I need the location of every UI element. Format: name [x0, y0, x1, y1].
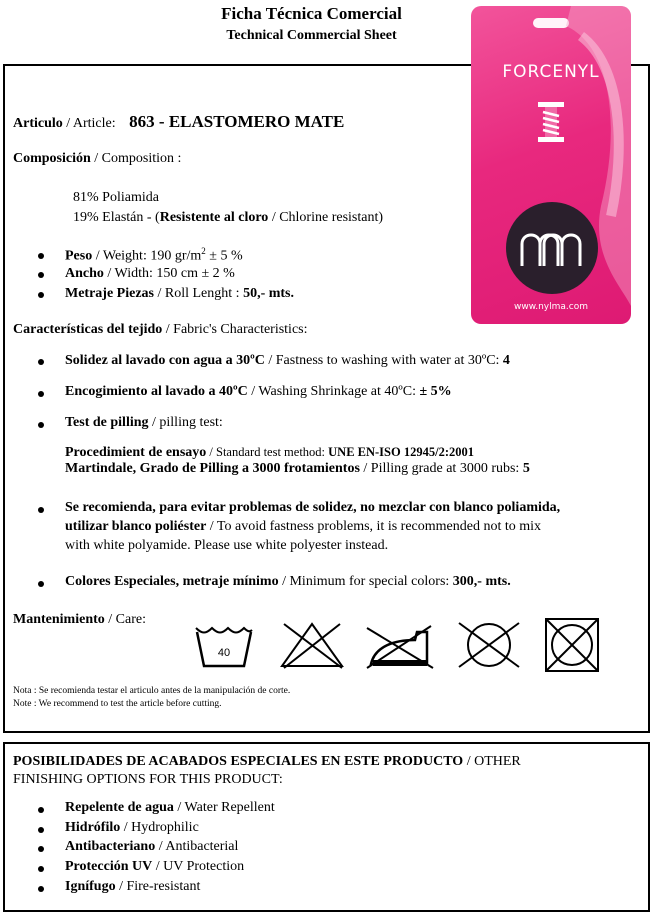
article-row: [13, 112, 344, 132]
bullet: [38, 422, 44, 428]
finishing-item: Antibacteriano / Antibacterial: [65, 839, 239, 854]
bullet: [38, 391, 44, 397]
pilling-grade: Martindale, Grado de Pilling a 3000 frotamientos / Pilling grade at 3000 rubs: 5: [65, 461, 530, 476]
finishing-title-line2: FINISHING OPTIONS FOR THIS PRODUCT:: [13, 772, 283, 787]
char-shrinkage: Encogimiento al lavado a 40ºC / Washing Shrinkage at 40ºC: ± 5%: [65, 384, 452, 399]
bullet: [38, 827, 44, 833]
brand-hang-tag: [471, 6, 631, 324]
article-label-en: / Article:: [66, 116, 116, 131]
characteristics-heading: Características del tejido / Fabric's Characteristics:: [13, 322, 308, 337]
bullet: [38, 807, 44, 813]
title-en: Technical Commercial Sheet: [226, 28, 397, 43]
finishing-item: Ignífugo / Fire-resistant: [65, 879, 201, 894]
article-value: 863 - ELASTOMERO MATE: [129, 112, 345, 131]
note-es: Nota : Se recomienda testar el articulo antes de la manipulación de corte.: [13, 686, 291, 696]
composition-elastane: 19% Elastán - (Resistente al cloro / Chlorine resistant): [73, 210, 384, 225]
recommendation-line3: with white polyamide. Please use white polyester instead.: [65, 538, 389, 553]
bullet: [38, 272, 44, 278]
bullet: [38, 507, 44, 513]
spool-icon: [535, 100, 567, 144]
spec-weight: Peso / Weight: 190 $gr/m^2 \pm 5$ %: [65, 246, 243, 264]
no-dry-clean-icon: [456, 620, 522, 670]
bullet: [38, 292, 44, 298]
char-wash-fastness: Solidez al lavado con agua a 30ºC / Fastness to washing with water at 30ºC: 4: [65, 353, 510, 368]
finishing-title: POSIBILIDADES DE ACABADOS ESPECIALES EN ESTE PRODUCTO / OTHER: [13, 754, 521, 769]
title-es: Ficha Técnica Comercial: [221, 4, 402, 23]
pilling-method: Procedimient de ensayo / Standard test method: UNE EN-ISO 12945/2:2001: [65, 445, 474, 460]
no-bleach-icon: [280, 620, 344, 670]
article-label-es: Articulo: [13, 116, 63, 131]
spec-width: Ancho / Width: 150 cm ± 2 %: [65, 266, 235, 281]
nylma-logo-icon: [506, 202, 598, 294]
bullet: [38, 866, 44, 872]
finishing-item: Hidrófilo / Hydrophilic: [65, 820, 199, 835]
bullet: [38, 253, 44, 259]
recommendation-line1: Se recomienda, para evitar problemas de solidez, no mezclar con blanco poliamida,: [65, 500, 561, 515]
no-tumble-dry-icon: [543, 616, 601, 674]
bullet: [38, 359, 44, 365]
wash-temp: 40: [217, 647, 231, 659]
recommendation-line2: utilizar blanco poliéster / To avoid fastness problems, it is recommended not to mix: [65, 519, 542, 534]
tag-url: www.nylma.com: [513, 302, 588, 312]
bullet: [38, 886, 44, 892]
finishing-item: Repelente de agua / Water Repellent: [65, 800, 275, 815]
spec-roll: Metraje Piezas / Roll Lenght : 50,- mts.: [65, 286, 294, 301]
composition-heading: Composición / Composition :: [13, 151, 182, 166]
tag-logo-circle: [506, 202, 598, 294]
wash-40-icon: [194, 624, 254, 670]
care-heading: Mantenimiento / Care:: [13, 612, 146, 627]
finishing-item: Protección UV / UV Protection: [65, 859, 245, 874]
note-en: Note : We recommend to test the article before cutting.: [13, 699, 222, 709]
tag-brand: FORCENYL: [502, 62, 600, 82]
bullet: [38, 581, 44, 587]
no-iron-icon: [365, 624, 435, 670]
composition-polyamide: 81% Poliamida: [73, 190, 159, 205]
special-colors: Colores Especiales, metraje mínimo / Minimum for special colors: 300,- mts.: [65, 574, 511, 589]
char-pilling: Test de pilling / pilling test:: [65, 415, 223, 430]
bullet: [38, 846, 44, 852]
